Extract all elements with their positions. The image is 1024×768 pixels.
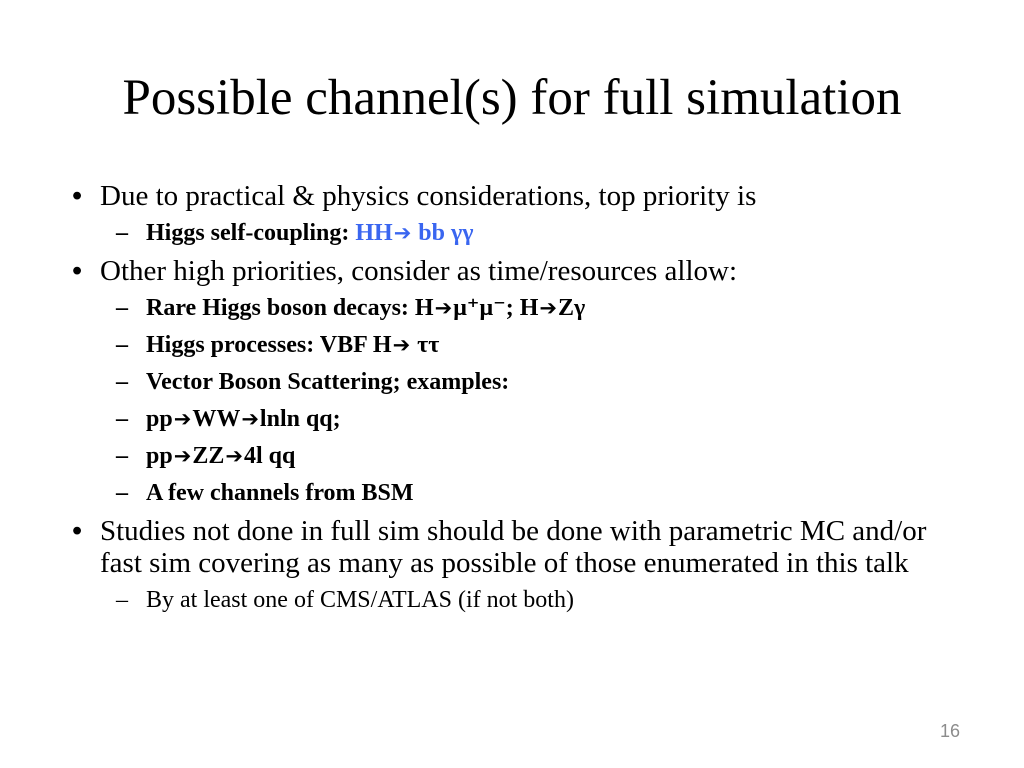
sub-item-higgs-self-coupling	[72, 218, 972, 248]
bullet-text: Other high priorities, consider as time/resources allow:	[100, 255, 738, 287]
bullet-item-3	[72, 515, 972, 579]
sub-item-text-b: WW	[192, 406, 241, 432]
sub-item-cms-atlas	[72, 585, 972, 615]
arrow-icon: ➔	[173, 407, 192, 431]
slide-title: Possible channel(s) for full simulation	[122, 70, 902, 126]
sub-item-text-a: pp	[146, 443, 173, 469]
dash-icon: –	[116, 480, 128, 506]
sub-item-text-c: lnln qq;	[259, 406, 341, 432]
sub-item-accent-hh: HH	[355, 220, 393, 246]
bullet-icon: •	[72, 180, 83, 212]
bullet-icon: •	[72, 515, 83, 547]
dash-icon: –	[116, 406, 128, 432]
sub-item-text-a: Higgs processes: VBF H	[146, 332, 392, 358]
bullet-item-1	[72, 180, 972, 212]
sub-item-text-b: μ⁺μ⁻; H	[453, 295, 539, 321]
bullet-icon: •	[72, 255, 83, 287]
bullet-text: Due to practical & physics considerations, top priority is	[100, 180, 757, 212]
sub-item-text-a: Rare Higgs boson decays: H	[146, 295, 434, 321]
sub-item-text-b: ττ	[411, 332, 440, 358]
dash-icon: –	[116, 587, 128, 613]
sub-item-pp-zz	[72, 441, 972, 471]
sub-item-text-b: ZZ	[192, 443, 225, 469]
dash-icon: –	[116, 295, 128, 321]
sub-item-accent-bbgg: bb γγ	[412, 220, 474, 246]
dash-icon: –	[116, 220, 128, 246]
sub-item-text: Vector Boson Scattering; examples:	[146, 369, 510, 395]
arrow-icon: ➔	[392, 333, 411, 357]
sub-item-text-c: 4l qq	[243, 443, 296, 469]
arrow-icon: ➔	[393, 221, 412, 245]
arrow-icon: ➔	[241, 407, 259, 431]
slide-content	[72, 180, 972, 622]
sub-item-bsm-channels	[72, 478, 972, 508]
arrow-icon: ➔	[539, 296, 558, 320]
sub-item-rare-higgs-decays	[72, 293, 972, 323]
sub-item-pp-ww	[72, 404, 972, 434]
dash-icon: –	[116, 369, 128, 395]
bullet-text: Studies not done in full sim should be done with parametric MC and/or fast sim covering as many as possible of those enumerated in this talk	[100, 515, 927, 579]
page-number: 16	[939, 721, 960, 741]
sub-item-higgs-processes	[72, 330, 972, 360]
sub-item-label: Higgs self-coupling:	[146, 220, 356, 246]
arrow-icon: ➔	[434, 296, 453, 320]
sub-item-vector-boson-scattering	[72, 367, 972, 397]
sub-item-text-c: Zγ	[558, 295, 586, 321]
sub-item-text: By at least one of CMS/ATLAS (if not both)	[146, 587, 574, 613]
dash-icon: –	[116, 332, 128, 358]
arrow-icon: ➔	[225, 444, 243, 468]
sub-item-text: A few channels from BSM	[146, 480, 414, 506]
sub-item-text-a: pp	[146, 406, 173, 432]
arrow-icon: ➔	[173, 444, 192, 468]
dash-icon: –	[116, 443, 128, 469]
bullet-item-2	[72, 255, 972, 287]
